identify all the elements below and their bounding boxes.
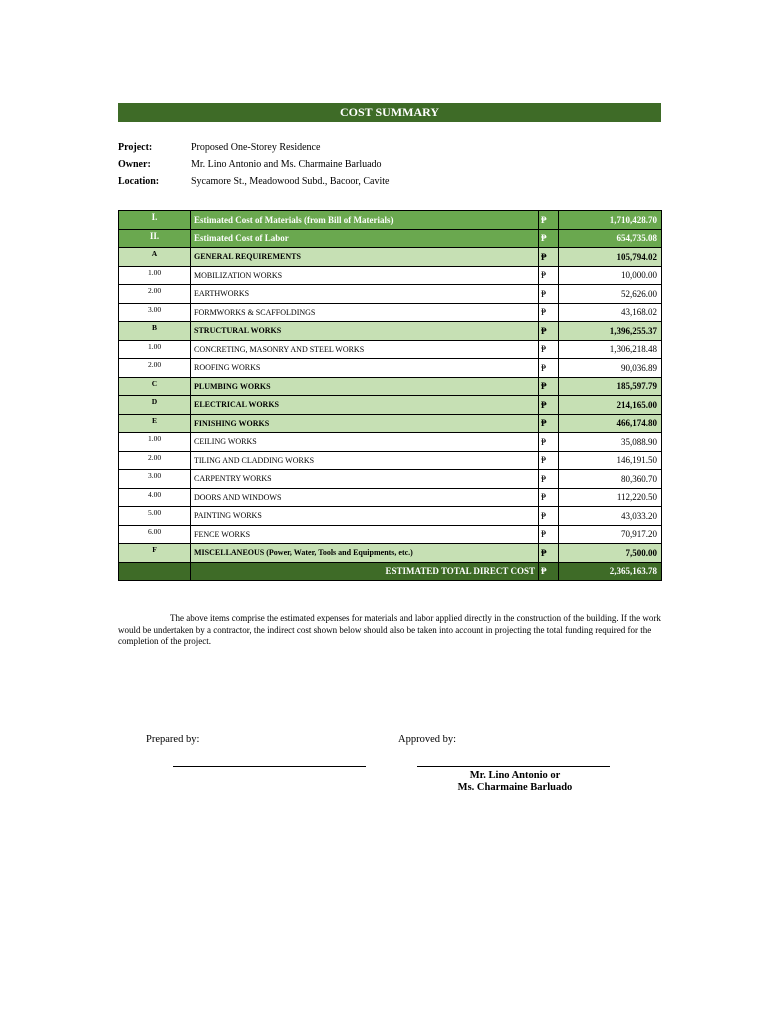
owner-value: Mr. Lino Antonio and Ms. Charmaine Barluado xyxy=(191,159,382,170)
item-amount: 1,396,255.37 xyxy=(559,322,662,341)
item-number: II. xyxy=(119,229,191,248)
item-amount: 146,191.50 xyxy=(559,451,662,470)
table-row xyxy=(119,229,662,248)
peso-sign: ₱ xyxy=(539,303,559,322)
table-row xyxy=(119,248,662,267)
item-number: I. xyxy=(119,211,191,230)
item-amount: 43,033.20 xyxy=(559,507,662,526)
item-number: C xyxy=(119,377,191,396)
table-row xyxy=(119,507,662,526)
table-row xyxy=(119,377,662,396)
peso-sign: ₱ xyxy=(539,340,559,359)
approved-signature-line xyxy=(417,766,610,767)
item-description: CEILING WORKS xyxy=(191,433,539,452)
item-amount: 10,000.00 xyxy=(559,266,662,285)
peso-sign: ₱ xyxy=(539,525,559,544)
item-description: GENERAL REQUIREMENTS xyxy=(191,248,539,267)
approved-by-label: Approved by: xyxy=(398,734,457,745)
peso-sign: ₱ xyxy=(539,285,559,304)
table-row xyxy=(119,544,662,563)
item-description: EARTHWORKS xyxy=(191,285,539,304)
table-row xyxy=(119,211,662,230)
item-description: CONCRETING, MASONRY AND STEEL WORKS xyxy=(191,340,539,359)
item-amount: 214,165.00 xyxy=(559,396,662,415)
item-amount: 185,597.79 xyxy=(559,377,662,396)
item-description: PAINTING WORKS xyxy=(191,507,539,526)
item-number: B xyxy=(119,322,191,341)
item-number: D xyxy=(119,396,191,415)
approver-name-line1: Mr. Lino Antonio or xyxy=(469,770,561,781)
peso-sign: ₱ xyxy=(539,451,559,470)
item-description: FENCE WORKS xyxy=(191,525,539,544)
peso-sign: ₱ xyxy=(539,470,559,489)
cost-table xyxy=(118,210,662,581)
item-description: FINISHING WORKS xyxy=(191,414,539,433)
table-row xyxy=(119,285,662,304)
table-row xyxy=(119,303,662,322)
item-number: 1.00 xyxy=(119,340,191,359)
item-amount: 80,360.70 xyxy=(559,470,662,489)
location-label: Location: xyxy=(118,176,160,187)
item-description: MOBILIZATION WORKS xyxy=(191,266,539,285)
item-number: 6.00 xyxy=(119,525,191,544)
approver-name-line2: Ms. Charmaine Barluado xyxy=(457,782,573,793)
item-amount: 7,500.00 xyxy=(559,544,662,563)
project-label: Project: xyxy=(118,142,153,153)
item-description: DOORS AND WINDOWS xyxy=(191,488,539,507)
item-amount: 43,168.02 xyxy=(559,303,662,322)
item-amount: 1,710,428.70 xyxy=(559,211,662,230)
table-row xyxy=(119,470,662,489)
peso-sign: ₱ xyxy=(539,359,559,378)
table-row xyxy=(119,451,662,470)
item-description: Estimated Cost of Materials (from Bill of Materials) xyxy=(191,211,539,230)
item-number: 3.00 xyxy=(119,303,191,322)
peso-sign: ₱ xyxy=(539,396,559,415)
peso-sign: ₱ xyxy=(539,544,559,563)
table-row xyxy=(119,433,662,452)
prepared-signature-line xyxy=(173,766,366,767)
item-description: MISCELLANEOUS (Power, Water, Tools and Equipments, etc.) xyxy=(191,544,539,563)
item-number: A xyxy=(119,248,191,267)
prepared-by-label: Prepared by: xyxy=(146,734,200,745)
total-label: ESTIMATED TOTAL DIRECT COST xyxy=(191,562,539,581)
table-row xyxy=(119,488,662,507)
peso-sign: ₱ xyxy=(539,229,559,248)
peso-sign: ₱ xyxy=(539,562,559,581)
peso-sign: ₱ xyxy=(539,266,559,285)
table-row xyxy=(119,525,662,544)
item-description: CARPENTRY WORKS xyxy=(191,470,539,489)
item-amount: 52,626.00 xyxy=(559,285,662,304)
peso-sign: ₱ xyxy=(539,433,559,452)
peso-sign: ₱ xyxy=(539,488,559,507)
location-value: Sycamore St., Meadowood Subd., Bacoor, Cavite xyxy=(191,176,390,187)
table-row xyxy=(119,414,662,433)
item-description: ROOFING WORKS xyxy=(191,359,539,378)
item-description: Estimated Cost of Labor xyxy=(191,229,539,248)
peso-sign: ₱ xyxy=(539,211,559,230)
peso-sign: ₱ xyxy=(539,377,559,396)
item-description: STRUCTURAL WORKS xyxy=(191,322,539,341)
table-row xyxy=(119,359,662,378)
item-amount: 70,917.20 xyxy=(559,525,662,544)
item-amount: 35,088.90 xyxy=(559,433,662,452)
item-amount: 112,220.50 xyxy=(559,488,662,507)
item-number: E xyxy=(119,414,191,433)
peso-sign: ₱ xyxy=(539,507,559,526)
table-row xyxy=(119,396,662,415)
item-number: 4.00 xyxy=(119,488,191,507)
total-number-cell xyxy=(119,562,191,581)
item-amount: 654,735.08 xyxy=(559,229,662,248)
peso-sign: ₱ xyxy=(539,248,559,267)
peso-sign: ₱ xyxy=(539,322,559,341)
item-amount: 466,174.80 xyxy=(559,414,662,433)
item-number: 2.00 xyxy=(119,285,191,304)
item-number: 2.00 xyxy=(119,359,191,378)
table-row xyxy=(119,266,662,285)
item-description: ELECTRICAL WORKS xyxy=(191,396,539,415)
item-description: TILING AND CLADDING WORKS xyxy=(191,451,539,470)
item-description: FORMWORKS & SCAFFOLDINGS xyxy=(191,303,539,322)
owner-label: Owner: xyxy=(118,159,151,170)
item-description: PLUMBING WORKS xyxy=(191,377,539,396)
cost-summary-title: COST SUMMARY xyxy=(118,103,661,122)
table-row xyxy=(119,322,662,341)
explanatory-paragraph: The above items comprise the estimated expenses for materials and labor applied directly in the construction of the building. If the work would be undertaken by a contractor, the indirect cost shown below should also be taken into account in projecting the total funding required for the completion of the project. xyxy=(118,613,661,646)
approver-name xyxy=(400,770,630,794)
item-amount: 105,794.02 xyxy=(559,248,662,267)
project-value: Proposed One-Storey Residence xyxy=(191,142,321,153)
total-row xyxy=(119,562,662,581)
item-number: 1.00 xyxy=(119,266,191,285)
item-number: 2.00 xyxy=(119,451,191,470)
peso-sign: ₱ xyxy=(539,414,559,433)
item-number: 3.00 xyxy=(119,470,191,489)
table-row xyxy=(119,340,662,359)
item-number: F xyxy=(119,544,191,563)
item-number: 1.00 xyxy=(119,433,191,452)
item-amount: 90,036.89 xyxy=(559,359,662,378)
total-amount: 2,365,163.78 xyxy=(559,562,662,581)
item-number: 5.00 xyxy=(119,507,191,526)
item-amount: 1,306,218.48 xyxy=(559,340,662,359)
